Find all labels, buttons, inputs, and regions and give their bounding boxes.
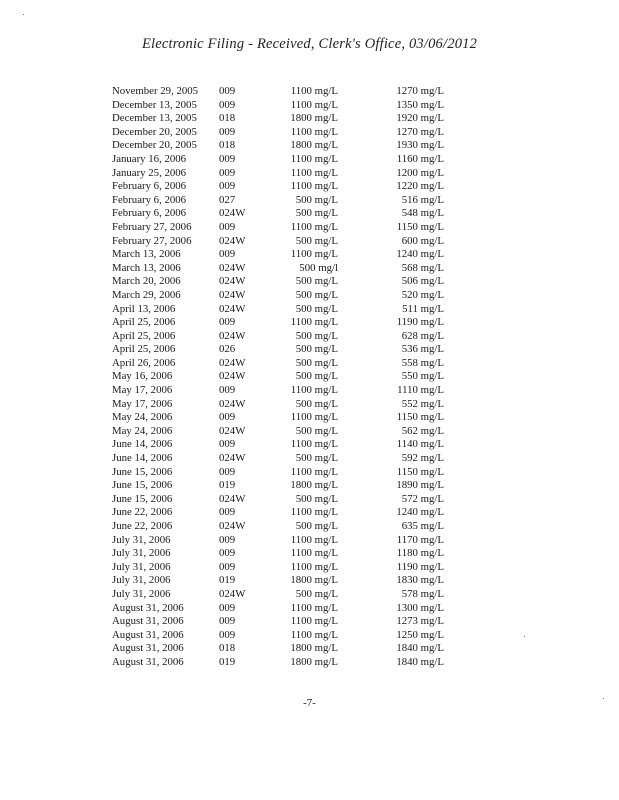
result-cell: 511 mg/L: [402, 302, 444, 315]
table-row: [112, 411, 452, 425]
result-cell: 1190 mg/L: [396, 316, 444, 329]
date-cell: August 31, 2006: [112, 601, 184, 614]
outfall-cell: 009: [219, 384, 236, 397]
date-cell: July 31, 2006: [112, 574, 171, 587]
scan-speck: [23, 14, 24, 15]
outfall-cell: 024W: [219, 452, 246, 465]
table-row: [112, 126, 452, 140]
limit-cell: 500 mg/L: [295, 452, 338, 465]
page-header: Electronic Filing - Received, Clerk's Office, 03/06/2012: [141, 36, 478, 52]
result-cell: 1890 mg/L: [396, 479, 444, 492]
table-row: [112, 642, 452, 656]
outfall-cell: 009: [219, 533, 236, 546]
limit-cell: 1100 mg/L: [290, 628, 338, 641]
outfall-cell: 024W: [219, 492, 246, 505]
date-cell: December 20, 2005: [112, 125, 197, 138]
result-cell: 1140 mg/L: [396, 438, 444, 451]
date-cell: June 14, 2006: [112, 452, 173, 465]
date-cell: June 14, 2006: [112, 438, 173, 451]
result-cell: 516 mg/L: [401, 193, 444, 206]
result-cell: 1150 mg/L: [396, 220, 444, 233]
date-cell: August 31, 2006: [112, 655, 184, 668]
limit-cell: 1100 mg/L: [290, 248, 338, 261]
result-cell: 1200 mg/L: [396, 166, 444, 179]
date-cell: February 27, 2006: [112, 220, 192, 233]
limit-cell: 500 mg/L: [295, 356, 338, 369]
date-cell: February 6, 2006: [112, 180, 187, 193]
limit-cell: 1800 mg/L: [290, 574, 338, 587]
outfall-cell: 024W: [219, 397, 246, 410]
result-cell: 628 mg/L: [401, 329, 444, 342]
table-row: [112, 438, 452, 452]
outfall-cell: 009: [219, 248, 236, 261]
result-cell: 600 mg/L: [401, 234, 444, 247]
table-row: [112, 289, 452, 303]
table-row: [112, 466, 452, 480]
date-cell: August 31, 2006: [112, 642, 184, 655]
result-cell: 1270 mg/L: [396, 125, 444, 138]
outfall-cell: 009: [219, 411, 236, 424]
results-table: [112, 85, 452, 670]
date-cell: March 13, 2006: [112, 261, 181, 274]
outfall-cell: 009: [219, 615, 236, 628]
table-row: [112, 235, 452, 249]
date-cell: May 17, 2006: [112, 397, 173, 410]
outfall-cell: 024W: [219, 288, 246, 301]
table-row: [112, 112, 452, 126]
limit-cell: 500 mg/L: [295, 302, 338, 315]
result-cell: 635 mg/L: [401, 520, 444, 532]
date-cell: June 15, 2006: [112, 465, 173, 478]
limit-cell: 1100 mg/L: [290, 384, 338, 397]
limit-cell: 1100 mg/L: [290, 180, 338, 193]
limit-cell: 1100 mg/L: [290, 98, 338, 111]
result-cell: 506 mg/L: [401, 275, 444, 288]
table-row: [112, 85, 452, 99]
result-cell: 536 mg/L: [401, 343, 444, 356]
date-cell: May 24, 2006: [112, 411, 173, 424]
result-cell: 1150 mg/L: [396, 411, 444, 424]
limit-cell: 1100 mg/L: [290, 411, 338, 424]
limit-cell: 500 mg/L: [295, 520, 338, 532]
outfall-cell: 024W: [219, 329, 246, 342]
table-row: [112, 167, 452, 181]
date-cell: June 22, 2006: [112, 520, 173, 532]
result-cell: 1840 mg/L: [396, 655, 444, 668]
limit-cell: 1800 mg/L: [290, 642, 338, 655]
result-cell: 1930 mg/L: [396, 139, 444, 152]
limit-cell: 500 mg/L: [295, 397, 338, 410]
date-cell: June 15, 2006: [112, 492, 173, 505]
table-row: [112, 534, 452, 548]
date-cell: April 25, 2006: [112, 329, 176, 342]
date-cell: December 13, 2005: [112, 112, 197, 125]
page-number: -7-: [303, 697, 316, 709]
limit-cell: 500 mg/L: [295, 370, 338, 383]
date-cell: August 31, 2006: [112, 615, 184, 628]
result-cell: 578 mg/L: [401, 587, 444, 600]
outfall-cell: 027: [219, 193, 236, 206]
outfall-cell: 009: [219, 560, 236, 573]
table-row: [112, 547, 452, 561]
outfall-cell: 024W: [219, 302, 246, 315]
table-row: [112, 207, 452, 221]
outfall-cell: 009: [219, 547, 236, 560]
limit-cell: 1100 mg/L: [290, 85, 338, 97]
date-cell: July 31, 2006: [112, 547, 171, 560]
date-cell: February 6, 2006: [112, 207, 187, 220]
date-cell: November 29, 2005: [112, 85, 199, 97]
result-cell: 592 mg/L: [401, 452, 444, 465]
result-cell: 1273 mg/L: [396, 615, 444, 628]
table-row: [112, 330, 452, 344]
result-cell: 1170 mg/L: [396, 533, 444, 546]
table-row: [112, 588, 452, 602]
scan-speck: [603, 698, 604, 699]
limit-cell: 500 mg/L: [295, 329, 338, 342]
table-row: [112, 506, 452, 520]
limit-cell: 1800 mg/L: [290, 112, 338, 125]
result-cell: 568 mg/L: [401, 261, 444, 274]
table-row: [112, 493, 452, 507]
date-cell: January 25, 2006: [112, 166, 187, 179]
table-row: [112, 262, 452, 276]
date-cell: April 26, 2006: [112, 356, 176, 369]
outfall-cell: 024W: [219, 234, 246, 247]
result-cell: 558 mg/L: [401, 356, 444, 369]
table-row: [112, 425, 452, 439]
outfall-cell: 009: [219, 601, 236, 614]
limit-cell: 1100 mg/L: [290, 316, 338, 329]
limit-cell: 500 mg/L: [295, 587, 338, 600]
result-cell: 1250 mg/L: [396, 628, 444, 641]
table-row: [112, 370, 452, 384]
limit-cell: 500 mg/L: [295, 275, 338, 288]
scan-speck: [524, 636, 525, 637]
limit-cell: 1800 mg/L: [290, 139, 338, 152]
result-cell: 1920 mg/L: [396, 112, 444, 125]
table-row: [112, 139, 452, 153]
result-cell: 1300 mg/L: [396, 601, 444, 614]
table-row: [112, 656, 452, 670]
limit-cell: 500 mg/L: [295, 193, 338, 206]
limit-cell: 1100 mg/L: [290, 220, 338, 233]
table-row: [112, 629, 452, 643]
table-row: [112, 398, 452, 412]
limit-cell: 500 mg/L: [295, 343, 338, 356]
outfall-cell: 009: [219, 98, 236, 111]
limit-cell: 500 mg/L: [295, 234, 338, 247]
outfall-cell: 019: [219, 574, 236, 587]
outfall-cell: 009: [219, 465, 236, 478]
limit-cell: 1100 mg/L: [290, 125, 338, 138]
result-cell: 1190 mg/L: [396, 560, 444, 573]
result-cell: 1350 mg/L: [396, 98, 444, 111]
limit-cell: 500 mg/l: [299, 261, 338, 274]
result-cell: 562 mg/L: [401, 424, 444, 437]
table-row: [112, 275, 452, 289]
limit-cell: 1100 mg/L: [290, 166, 338, 179]
date-cell: March 13, 2006: [112, 248, 181, 261]
result-cell: 1270 mg/L: [396, 85, 444, 97]
result-cell: 1150 mg/L: [396, 465, 444, 478]
date-cell: April 13, 2006: [112, 302, 176, 315]
outfall-cell: 009: [219, 85, 236, 97]
limit-cell: 500 mg/L: [295, 492, 338, 505]
outfall-cell: 024W: [219, 370, 246, 383]
outfall-cell: 019: [219, 479, 236, 492]
table-row: [112, 153, 452, 167]
limit-cell: 500 mg/L: [295, 424, 338, 437]
limit-cell: 1100 mg/L: [290, 601, 338, 614]
table-row: [112, 180, 452, 194]
outfall-cell: 018: [219, 642, 236, 655]
table-row: [112, 303, 452, 317]
limit-cell: 1100 mg/L: [290, 506, 338, 519]
date-cell: June 22, 2006: [112, 506, 173, 519]
outfall-cell: 009: [219, 628, 236, 641]
table-row: [112, 452, 452, 466]
outfall-cell: 024W: [219, 424, 246, 437]
limit-cell: 1100 mg/L: [290, 465, 338, 478]
limit-cell: 1100 mg/L: [290, 547, 338, 560]
table-row: [112, 602, 452, 616]
result-cell: 520 mg/L: [401, 288, 444, 301]
limit-cell: 1100 mg/L: [290, 533, 338, 546]
result-cell: 1240 mg/L: [396, 506, 444, 519]
date-cell: June 15, 2006: [112, 479, 173, 492]
result-cell: 1110 mg/L: [397, 384, 444, 397]
date-cell: February 27, 2006: [112, 234, 192, 247]
date-cell: May 17, 2006: [112, 384, 173, 397]
result-cell: 550 mg/L: [401, 370, 444, 383]
outfall-cell: 009: [219, 166, 236, 179]
outfall-cell: 009: [219, 152, 236, 165]
date-cell: March 20, 2006: [112, 275, 181, 288]
table-row: [112, 221, 452, 235]
result-cell: 1830 mg/L: [396, 574, 444, 587]
outfall-cell: 024W: [219, 356, 246, 369]
table-row: [112, 561, 452, 575]
outfall-cell: 026: [219, 343, 236, 356]
outfall-cell: 009: [219, 220, 236, 233]
outfall-cell: 009: [219, 438, 236, 451]
outfall-cell: 024W: [219, 275, 246, 288]
date-cell: July 31, 2006: [112, 533, 171, 546]
outfall-cell: 009: [219, 506, 236, 519]
outfall-cell: 009: [219, 125, 236, 138]
outfall-cell: 024W: [219, 587, 246, 600]
table-row: [112, 194, 452, 208]
table-row: [112, 343, 452, 357]
table-row: [112, 384, 452, 398]
result-cell: 548 mg/L: [401, 207, 444, 220]
date-cell: December 13, 2005: [112, 98, 197, 111]
outfall-cell: 009: [219, 180, 236, 193]
outfall-cell: 024W: [219, 207, 246, 220]
date-cell: July 31, 2006: [112, 587, 171, 600]
outfall-cell: 018: [219, 139, 236, 152]
outfall-cell: 018: [219, 112, 236, 125]
limit-cell: 1100 mg/L: [290, 615, 338, 628]
table-row: [112, 316, 452, 330]
table-row: [112, 574, 452, 588]
result-cell: 1240 mg/L: [396, 248, 444, 261]
result-cell: 1220 mg/L: [396, 180, 444, 193]
table-row: [112, 615, 452, 629]
date-cell: January 16, 2006: [112, 152, 187, 165]
table-row: [112, 357, 452, 371]
date-cell: April 25, 2006: [112, 343, 176, 356]
table-row: [112, 248, 452, 262]
date-cell: March 29, 2006: [112, 288, 181, 301]
date-cell: May 16, 2006: [112, 370, 173, 383]
outfall-cell: 019: [219, 655, 236, 668]
table-row: [112, 520, 452, 534]
date-cell: April 25, 2006: [112, 316, 176, 329]
limit-cell: 1800 mg/L: [290, 479, 338, 492]
result-cell: 552 mg/L: [401, 397, 444, 410]
result-cell: 572 mg/L: [401, 492, 444, 505]
date-cell: August 31, 2006: [112, 628, 184, 641]
date-cell: July 31, 2006: [112, 560, 171, 573]
limit-cell: 1100 mg/L: [290, 152, 338, 165]
outfall-cell: 024W: [219, 520, 246, 532]
outfall-cell: 024W: [219, 261, 246, 274]
limit-cell: 1100 mg/L: [290, 560, 338, 573]
limit-cell: 1100 mg/L: [290, 438, 338, 451]
result-cell: 1840 mg/L: [396, 642, 444, 655]
result-cell: 1160 mg/L: [396, 152, 444, 165]
date-cell: May 24, 2006: [112, 424, 173, 437]
result-cell: 1180 mg/L: [396, 547, 444, 560]
limit-cell: 500 mg/L: [295, 207, 338, 220]
date-cell: December 20, 2005: [112, 139, 197, 152]
limit-cell: 500 mg/L: [295, 288, 338, 301]
date-cell: February 6, 2006: [112, 193, 187, 206]
table-row: [112, 99, 452, 113]
outfall-cell: 009: [219, 316, 236, 329]
table-row: [112, 479, 452, 493]
limit-cell: 1800 mg/L: [290, 655, 338, 668]
